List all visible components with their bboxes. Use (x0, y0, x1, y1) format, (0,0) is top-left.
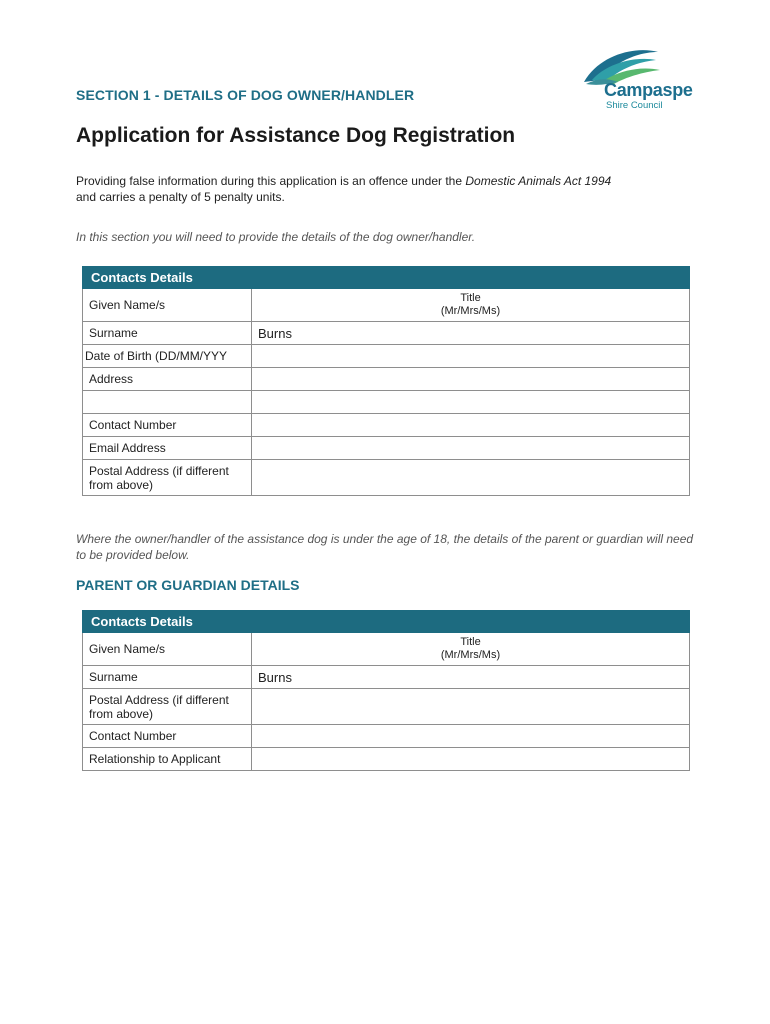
guardian-contact-label: Contact Number (83, 725, 252, 748)
guardian-table-heading: Contacts Details (83, 611, 690, 633)
guardian-relationship-field[interactable] (252, 748, 690, 771)
guardian-note: Where the owner/handler of the assistance dog is under the age of 18, the details of the parent or guardian will need to be provided below. (76, 532, 694, 562)
owner-contact-label: Contact Number (83, 414, 252, 437)
owner-postal-label: Postal Address (if different from above) (83, 460, 252, 496)
guardian-surname-label: Surname (83, 666, 252, 689)
owner-title-field[interactable] (252, 289, 690, 322)
logo-name: Campaspe (604, 80, 693, 100)
guardian-postal-field[interactable] (252, 689, 690, 725)
owner-address-field[interactable] (252, 368, 690, 391)
owner-email-label: Email Address (83, 437, 252, 460)
owner-dob-label: Date of Birth (DD/MM/YYY (83, 345, 252, 368)
guardian-heading: PARENT OR GUARDIAN DETAILS (76, 577, 300, 593)
owner-title-label: Title (Mr/Mrs/Ms) (440, 292, 501, 317)
guardian-surname-field[interactable]: Burns (252, 666, 690, 689)
owner-surname-label: Surname (83, 322, 252, 345)
owner-address-line-2 (83, 391, 252, 414)
guardian-relationship-label: Relationship to Applicant (83, 748, 252, 771)
owner-surname-field[interactable]: Burns (252, 322, 690, 345)
section-note: In this section you will need to provide the details of the dog owner/handler. (76, 230, 476, 244)
guardian-contact-field[interactable] (252, 725, 690, 748)
logo-subtitle: Shire Council (606, 100, 663, 111)
intro-paragraph (76, 173, 696, 205)
section-title: SECTION 1 - DETAILS OF DOG OWNER/HANDLER (76, 87, 415, 103)
owner-given-names-label: Given Name/s (83, 289, 252, 322)
owner-dob-field[interactable] (252, 345, 690, 368)
guardian-contacts-table (82, 610, 690, 771)
owner-postal-field[interactable] (252, 460, 690, 496)
owner-contacts-table (82, 266, 690, 496)
intro-prefix: Providing false information during this application is an offence under the (76, 174, 466, 188)
guardian-given-names-label: Given Name/s (83, 633, 252, 666)
guardian-title-label: Title (Mr/Mrs/Ms) (440, 636, 501, 661)
guardian-title-field[interactable] (252, 633, 690, 666)
page-title: Application for Assistance Dog Registration (76, 124, 516, 147)
intro-suffix: and carries a penalty of 5 penalty units. (76, 190, 285, 204)
owner-table-heading: Contacts Details (83, 267, 690, 289)
owner-email-field[interactable] (252, 437, 690, 460)
owner-contact-field[interactable] (252, 414, 690, 437)
owner-address-field-2[interactable] (252, 391, 690, 414)
owner-address-label: Address (83, 368, 252, 391)
guardian-postal-label: Postal Address (if different from above) (83, 689, 252, 725)
act-name: Domestic Animals Act 1994 (465, 174, 612, 188)
